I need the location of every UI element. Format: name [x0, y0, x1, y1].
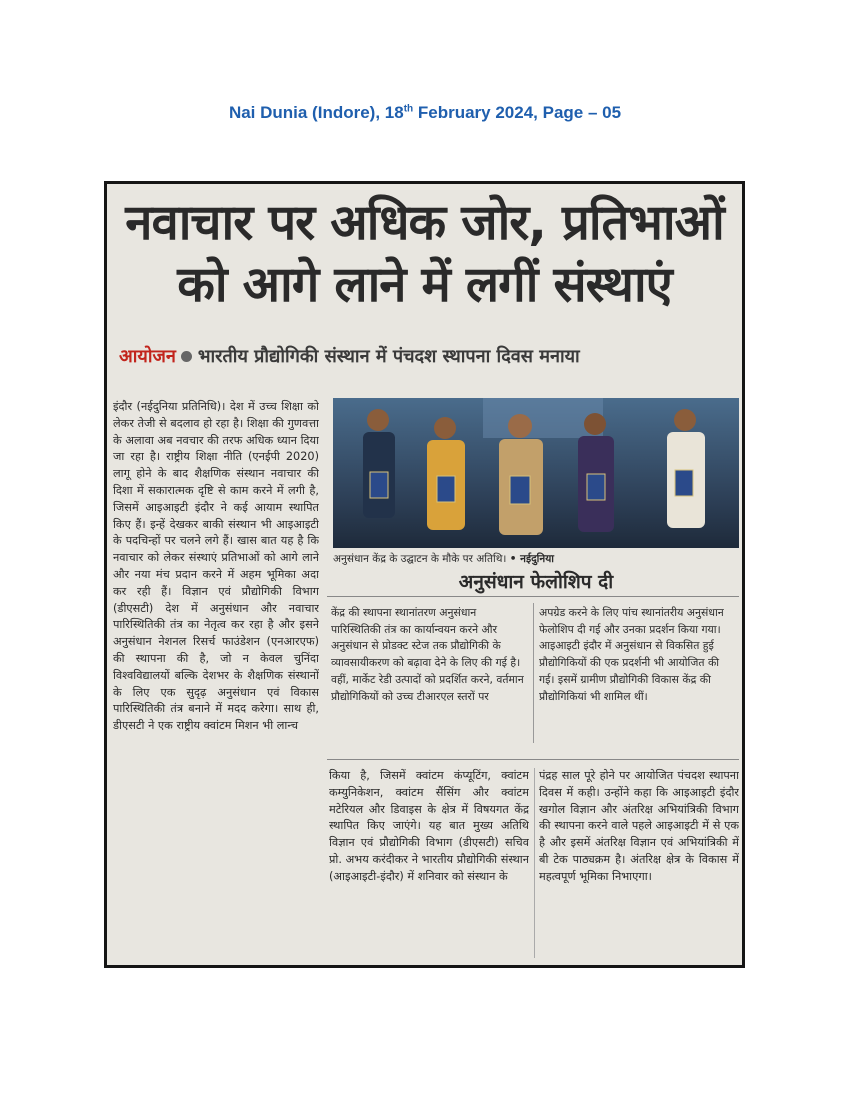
bullet-icon	[181, 351, 192, 362]
column-divider	[533, 603, 534, 743]
page-caption	[0, 103, 850, 123]
column-divider	[534, 768, 535, 958]
caption-superscript: th	[403, 103, 414, 115]
event-photo-illustration	[333, 398, 739, 548]
headline-line-2: को आगे लाने में लगीं संस्थाएं	[177, 256, 672, 313]
kicker-text: भारतीय प्रौद्योगिकी संस्थान में पंचदश स्थापना दिवस मनाया	[197, 346, 580, 367]
headline-line-1: नवाचार पर अधिक जोर, प्रतिभाओं	[125, 194, 724, 251]
article-left-column: इंदौर (नईदुनिया प्रतिनिधि)। देश में उच्च शिक्षा को लेकर तेजी से बदलाव हो रहा है। शिक्षा की गुणवत्ता के अलावा अब नवचार की तरफ अधिक ध्यान दिया जा रहा है। राष्ट्रीय शिक्षा नीति (एनईपी 2020) लागू होने के बाद शैक्षणिक संस्थान नवाचार की दिशा में सकारात्मक दृष्टि से काम करने में लगी है, जिसमें आइआइटी इंदौर ने कई आयाम स्थापित किए हैं। इन्हें देखकर बाकी संस्थान भी आइआइटी के पदचिन्हों पर चलने लगे हैं। खास बात यह है कि नवाचार को लेकर संस्थाएं प्रतिभाओं को आगे लाने और नया मंच प्रदान करने में अहम भूमिका अदा कर रही हैं। विज्ञान एवं प्रौद्योगिकी विभाग (डीएसटी) देश में अनुसंधान और नवाचार पारिस्थितिकी तंत्र का नेतृत्व कर रहा है और इसने अनुसंधान नेशनल रिसर्च फाउंडेशन (एनआरएफ) की स्थापना की है, जो न केवल चुनिंदा विश्वविद्यालयों बल्कि देशभर के शैक्षणिक संस्थानों के लिए एक सुदृढ़ अनुसंधान एवं विकास पारिस्थितिकी तंत्र बनाने में मदद करेगा। साथ ही, डीएसटी ने एक राष्ट्रीय क्वांटम मिशन भी लान्च	[113, 400, 319, 733]
photo-credit: • नईदुनिया	[509, 553, 555, 565]
kicker-label: आयोजन	[119, 346, 176, 367]
event-photo	[333, 398, 739, 548]
photo-caption	[333, 552, 739, 566]
kicker	[119, 344, 734, 368]
newspaper-clipping	[104, 181, 745, 968]
fellowship-column-2: अपग्रेड करने के लिए पांच स्थानांतरीय अनुसंधान फेलोशिप दी गई और उनका प्रदर्शन किया गया। आइआइटी इंदौर में अनुसंधान से विकसित हुई प्रौद्योगिकियों की एक प्रदर्शनी भी आयोजित की गई। इसमें ग्रामीण प्रौद्योगिकी विकास केंद्र की प्रौद्योगिकियां भी शामिल थीं।	[539, 606, 724, 703]
caption-source: Nai Dunia (Indore), 18	[228, 103, 404, 122]
fellowship-box	[327, 596, 739, 753]
section-divider	[327, 759, 739, 760]
article-middle-column: किया है, जिसमें क्वांटम कंप्यूटिंग, क्वांटम कम्युनिकेशन, क्वांटम सैंसिंग और क्वांटम मटेरियल और डिवाइस के क्षेत्र में विषयगत केंद्र स्थापित किए जाएंगे। यह बात मुख्य अतिथि विज्ञान एवं प्रौद्योगिकी विभाग (डीएसटी) सचिव प्रो. अभय करंदीकर ने भारतीय प्रौद्योगिकी संस्थान (आइआइटी-इंदौर) में शनिवार को संस्थान के	[329, 769, 529, 883]
article-right-column: पंद्रह साल पूरे होने पर आयोजित पंचदश स्थापना दिवस में कही। उन्होंने कहा कि आइआइटी इंदौर खगोल विज्ञान और अंतरिक्ष अभियांत्रिकी विभाग की स्थापना करने वाले पहले आइआइटी में से एक है और इसमें अंतरिक्ष विज्ञान एवं अभियांत्रिकी में बी टेक पाठ्यक्रम है। अंतरिक्ष क्षेत्र के विकास में महत्वपूर्ण भूमिका निभाएगा।	[539, 769, 739, 883]
fellowship-column-1: केंद्र की स्थापना स्थानांतरण अनुसंधान पारिस्थितिकी तंत्र का कार्यान्वयन करने और अनुसंधान से प्रोडक्ट स्टेज तक प्रौद्योगिकी के व्यावसायीकरण को बढ़ावा देने के लिए की गई है। वहीं, मार्केट रेडी उत्पादों को प्रदर्शित करने, वर्तमान प्रौद्योगिकियों को उच्च टीआरएल स्तरों पर	[331, 606, 524, 703]
photo-caption-text: अनुसंधान केंद्र के उद्घाटन के मौके पर अतिथि।	[333, 553, 510, 565]
section-subhead: अनुसंधान फेलोशिप दी	[458, 571, 614, 593]
caption-rest: February 2024, Page – 05	[413, 103, 622, 122]
